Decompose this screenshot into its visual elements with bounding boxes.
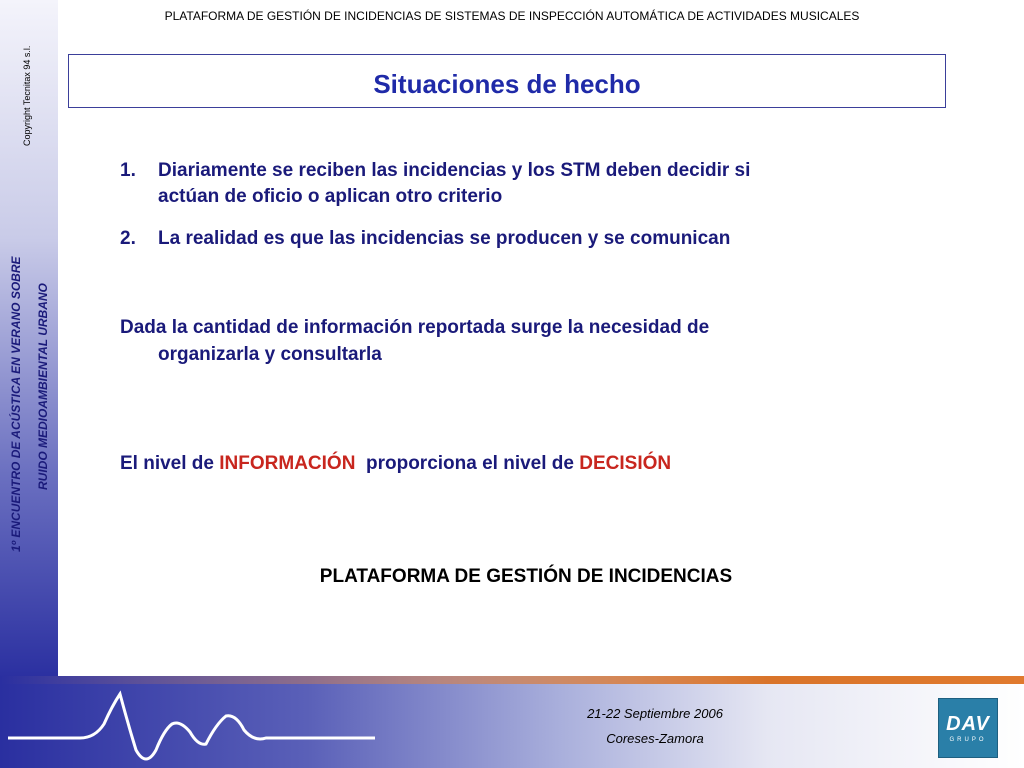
logo-main-text: DAV — [946, 713, 990, 735]
event-date: 21-22 Septiembre 2006 — [587, 706, 723, 721]
item-2-number: 2. — [120, 228, 136, 249]
platform-heading: PLATAFORMA DE GESTIÓN DE INCIDENCIAS — [319, 566, 733, 587]
logo-sub-text: GRUPO — [949, 737, 987, 743]
slide-header: PLATAFORMA DE GESTIÓN DE INCIDENCIAS DE SISTEMAS DE INSPECCIÓN AUTOMÁTICA DE ACTIVIDADES MUSICALES — [164, 9, 860, 23]
side-title-line2: RUIDO MEDIOAMBIENTAL URBANO — [36, 283, 50, 490]
paragraph-line1: Dada la cantidad de información reportada surge la necesidad de — [120, 317, 710, 338]
paragraph-line2: organizarla y consultarla — [158, 344, 382, 365]
copyright-text: Copyright Tecnitax 94 s.l. — [22, 45, 32, 146]
title-box — [68, 54, 946, 108]
level-statement — [120, 451, 671, 477]
item-1-number: 1. — [120, 160, 136, 181]
item-2-line1: La realidad es que las incidencias se producen y se comunican — [158, 228, 731, 249]
orange-accent-line — [0, 676, 1024, 684]
waveform-icon — [0, 684, 400, 768]
event-place: Coreses-Zamora — [606, 731, 704, 746]
slide-title: Situaciones de hecho — [373, 69, 641, 99]
level-information: INFORMACIÓN — [219, 453, 356, 474]
item-1-line2: actúan de oficio o aplican otro criterio — [158, 186, 503, 207]
item-1-line1: Diariamente se reciben las incidencias y los STM deben decidir si — [158, 160, 751, 181]
level-middle: proporciona el nivel de — [355, 453, 580, 474]
side-title-line1: 1º ENCUENTRO DE ACÚSTICA EN VERANO SOBRE — [9, 256, 23, 552]
level-prefix: El nivel de — [120, 453, 220, 474]
dav-logo — [938, 698, 998, 758]
level-decision: DECISIÓN — [579, 453, 672, 474]
